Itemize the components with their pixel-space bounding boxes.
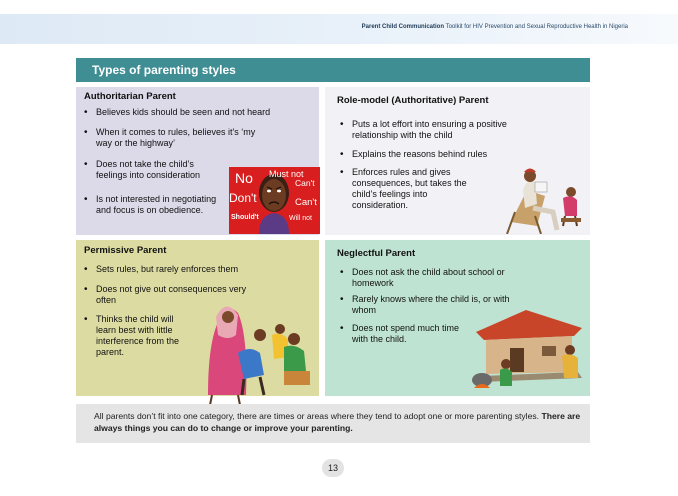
prohibition-words-illustration [229, 167, 320, 234]
authoritarian-bullet-2: • When it comes to rules, believes it's ‘my way or the highway’ [96, 127, 266, 149]
permissive-title: Permissive Parent [84, 245, 167, 256]
summary-box [76, 404, 590, 443]
sign-word-cant-1: Can't [295, 178, 315, 188]
sign-word-will-not: Will not [289, 215, 312, 222]
role-model-title: Role-model (Authoritative) Parent [337, 95, 489, 106]
summary-plain: All parents don’t fit into one category, there are times or areas where they tend to adopt one or more parenting styles. [94, 411, 540, 421]
authoritarian-bullet-4: • Is not interested in negotiating and focus is on obedience. [96, 194, 232, 216]
permissive-bullet-2: • Does not give out consequences very often [96, 284, 256, 306]
summary-text [94, 410, 584, 434]
header-title: Parent Child Communication [361, 24, 444, 30]
neglectful-title: Neglectful Parent [337, 248, 416, 259]
mother-with-children-illustration [198, 295, 318, 410]
sign-word-shouldt: Should't [231, 214, 259, 221]
sign-word-must-not: Must not [269, 169, 304, 179]
section-title-bar [76, 58, 590, 82]
authoritarian-bullet-3: • Does not take the child’s feelings into consideration [96, 159, 226, 181]
role-model-bullet-3: • Enforces rules and gives consequences, but takes the child’s feelings into consideration. [352, 167, 470, 211]
parent-reading-with-child-illustration [497, 160, 589, 234]
neglectful-bullet-3: • Does not spend much time with the child. [352, 323, 462, 345]
house-with-child-cooking-illustration [466, 306, 588, 396]
page-number: 13 [322, 459, 344, 477]
running-header [362, 24, 628, 30]
authoritarian-bullet-1: • Believes kids should be seen and not heard [96, 107, 316, 118]
authoritarian-title: Authoritarian Parent [84, 91, 176, 102]
neglectful-bullet-1: • Does not ask the child about school or homework [352, 267, 532, 289]
role-model-bullet-2: • Explains the reasons behind rules [352, 149, 517, 160]
section-title: Types of parenting styles [92, 63, 236, 77]
summary-emphasis: There are always things you can do to change or improve your parenting. [94, 411, 581, 433]
header-subtitle: Toolkit for HIV Prevention and Sexual Reproductive Health in Nigeria [445, 24, 628, 30]
permissive-bullet-3: • Thinks the child will learn best with little interference from the parent. [96, 314, 196, 358]
sign-word-no: No [235, 170, 253, 186]
role-model-bullet-1: • Puts a lot effort into ensuring a positive relationship with the child [352, 119, 542, 141]
sign-word-cant-2: Can't [295, 197, 317, 208]
sign-word-dont: Don't [229, 191, 257, 205]
permissive-bullet-1: • Sets rules, but rarely enforces them [96, 264, 306, 275]
neglectful-bullet-2: • Rarely knows where the child is, or with whom [352, 294, 532, 316]
